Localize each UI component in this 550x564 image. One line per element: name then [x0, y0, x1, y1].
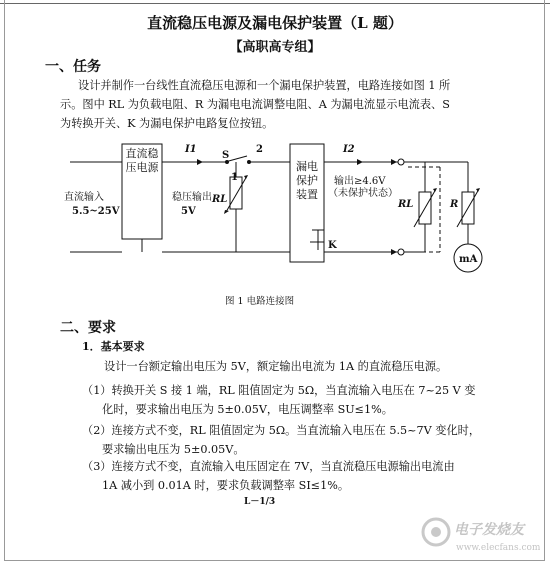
output-label: 输出≥4.6V: [334, 176, 386, 187]
basic-requirements-heading: 1．基本要求: [82, 340, 145, 353]
output-note: （未保护状态）: [328, 188, 398, 199]
requirement-intro: 设计一台额定输出电压为 5V，额定输出电流为 1A 的直流稳压电源。: [104, 360, 448, 373]
requirement-2-line-2: 要求输出电压为 5±0.05V。: [102, 443, 245, 456]
node-1-label: 1: [231, 172, 238, 183]
rl-label-2: RL: [398, 199, 414, 210]
psu-box-label: 直流稳压电源: [125, 147, 159, 174]
page-subtitle: 【高职高专组】: [229, 40, 321, 55]
current-i1: I1: [185, 144, 197, 155]
section-requirements-heading: 二、要求: [60, 320, 116, 336]
requirement-3-line-2: 1A 减小到 0.01A 时，要求负载调整率 SI≤1%。: [102, 479, 350, 492]
ma-meter-label: mA: [459, 254, 478, 265]
current-i2: I2: [343, 144, 355, 155]
switch-s-label: S: [222, 150, 230, 161]
reg-output-label: 稳压输出: [172, 192, 212, 203]
requirement-3-line-1: （3）连接方式不变，直流输入电压固定在 7V，当直流稳压电源输出电流由: [82, 460, 455, 473]
node-2-label: 2: [256, 144, 263, 155]
input-label: 直流输入: [64, 192, 104, 203]
task-text-line-3: 为转换开关、K 为漏电保护电路复位按钮。: [60, 117, 274, 130]
circuit-diagram: [0, 132, 550, 292]
task-text-line-1: 设计并制作一台线性直流稳压电源和一个漏电保护装置，电路连接如图 1 所: [78, 79, 451, 92]
r-label: R: [450, 199, 459, 210]
elecfans-watermark-logo: [420, 510, 540, 558]
protect-box-label: 漏电保护装置: [296, 160, 318, 201]
watermark-line-2: www.elecfans.com: [456, 543, 540, 553]
task-text-line-2: 示。图中 RL 为负载电阻、R 为漏电电流调整电阻、A 为漏电流显示电流表、S: [60, 98, 450, 111]
page-number: L－1/3: [244, 497, 276, 507]
requirement-1-line-1: （1）转换开关 S 接 1 端，RL 阻值固定为 5Ω，当直流输入电压在 7~25 V 变: [82, 384, 476, 397]
requirement-1-line-2: 化时，要求输出电压为 5±0.05V，电压调整率 SU≤1%。: [102, 403, 393, 416]
requirement-2-line-1: （2）连接方式不变，RL 阻值固定为 5Ω。当直流输入电压在 5.5~7V 变化时，: [82, 424, 481, 437]
k-label: K: [328, 240, 337, 251]
reg-output-value: 5V: [181, 206, 196, 217]
rl-label-1: RL: [212, 194, 228, 205]
section-task-heading: 一、任务: [45, 59, 101, 75]
input-range: 5.5~25V: [72, 206, 120, 217]
watermark-line-1: 电子发烧友: [454, 522, 524, 538]
page-title: 直流稳压电源及漏电保护装置（L 题）: [147, 14, 403, 32]
figure-caption: 图 1 电路连接图: [225, 296, 295, 307]
